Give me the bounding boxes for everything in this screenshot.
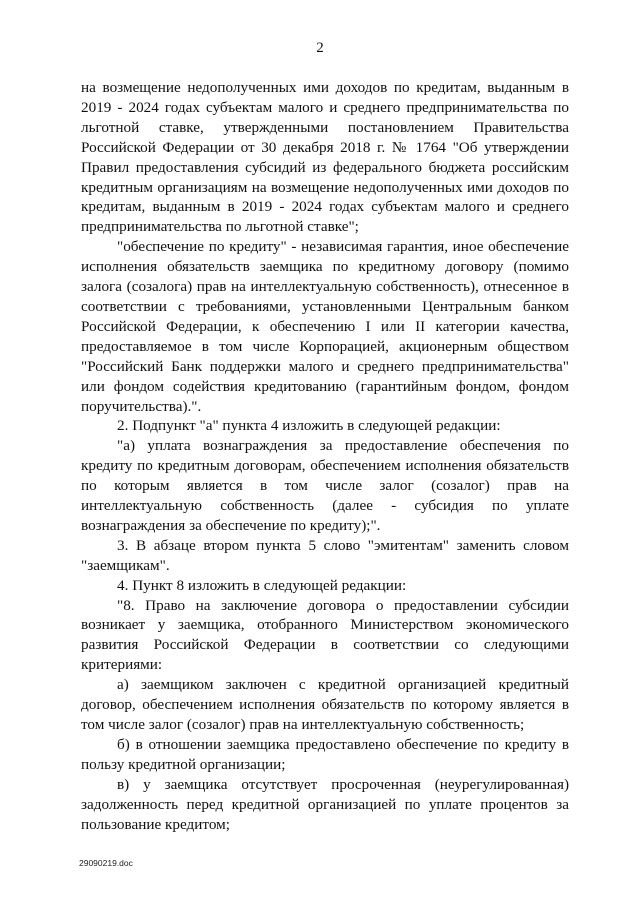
footer-file-code: 29090219.doc	[79, 858, 133, 868]
paragraph: "а) уплата вознаграждения за предоставление обеспечения по кредиту по кредитным договорам, обеспечением исполнения обязательств по которым является в том числе залог (созалог) прав на интеллектуальную собственность (далее - субсидия по уплате вознаграждения за обеспечение по кредиту);".	[81, 437, 569, 534]
paragraph: 2. Подпункт "а" пункта 4 изложить в следующей редакции:	[117, 417, 501, 435]
paragraph: 3. В абзаце втором пункта 5 слово "эмитентам" заменить словом "заемщикам".	[81, 536, 569, 574]
paragraph: на возмещение недополученных ими доходов по кредитам, выданным в 2019 - 2024 годах субъектам малого и среднего предпринимательства по льготной ставке, утвержденными постановлением Правительства Российской Федерации от 30 декабря 2018 г. № 1764 "Об утверждении Правил предоставления субсидий из федерального бюджета российским кредитным организациям на возмещение недополученных ими доходов по кредитам, выданным в 2019 - 2024 годах субъектам малого и среднего предпринимательства по льготной ставке";	[81, 79, 569, 236]
paragraph: в) у заемщика отсутствует просроченная (неурегулированная) задолженность перед кредитной организацией по уплате процентов за пользование кредитом;	[81, 775, 569, 833]
paragraph: 4. Пункт 8 изложить в следующей редакции:	[117, 576, 407, 594]
document-body	[81, 78, 569, 834]
paragraph: "обеспечение по кредиту" - независимая гарантия, иное обеспечение исполнения обязательств заемщика по кредитному договору (помимо залога (созалога) прав на интеллектуальную собственность), отнесенное в соответствии с требованиями, установленными Центральным банком Российской Федерации, к обеспечению I или II категории качества, предоставляемое в том числе Корпорацией, акционерным обществом "Российский Банк поддержки малого и среднего предпринимательства" или фондом содействия кредитованию (гарантийным фондом, фондом поручительства).".	[81, 238, 569, 415]
paragraph: "8. Право на заключение договора о предоставлении субсидии возникает у заемщика, отобранного Министерством экономического развития Российской Федерации в соответствии со следующими критериями:	[81, 596, 569, 674]
page-number: 2	[316, 40, 324, 56]
paragraph: а) заемщиком заключен с кредитной организацией кредитный договор, обеспечением исполнения обязательств по которому является в том числе залог (созалог) прав на интеллектуальную собственность;	[81, 676, 569, 733]
paragraph: б) в отношении заемщика предоставлено обеспечение по кредиту в пользу кредитной организации;	[81, 735, 569, 773]
